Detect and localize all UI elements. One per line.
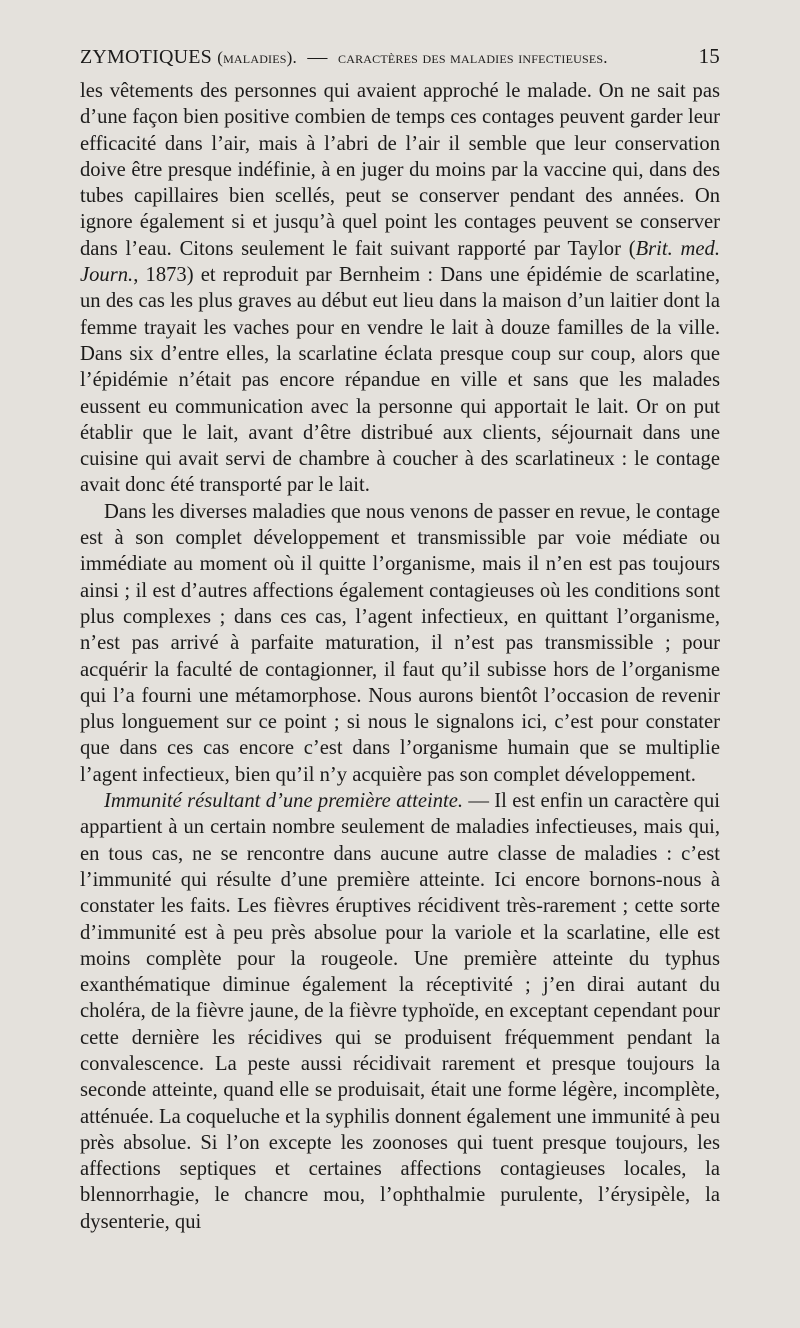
paragraph-1-text-after: , 1873) et reproduit par Bernheim : Dans une épidémie de scarlatine, un des cas les plus graves au début eut lieu dans la maison d’un laitier dont la femme trayait les vaches pour en vendre le lait à douze familles de la ville. Dans six d’entre elles, la scarlatine éclata presque coup sur coup, alors que l’épidémie n’était pas encore répandue en ville et sans que les malades eussent eu communication avec la personne qui apportait le lait. Or on put établir que le lait, avant d’être distribué aux clients, séjournait dans une cuisine qui avait servi de chambre à coucher à des scarlatineux : le contage avait donc été transporté par le lait. bbox=[80, 264, 720, 497]
section-heading-immunite: Immunité résultant d’une première atteinte. bbox=[104, 790, 464, 813]
paragraph-3-text: — Il est enfin un caractère qui appartient à un certain nombre seulement de maladies infectieuses, mais qui, en tous cas, ne se rencontre dans aucune autre classe de maladies : c’est l’immunité qui résulte d’une première atteinte. Ici encore bornons-nous à constater les faits. Les fièvres éruptives récidivent très-rarement ; cette sorte d’immunité est à peu près absolue pour la variole et la scarlatine, elle est moins complète pour la rougeole. Une première atteinte du typhus exanthématique diminue également la réceptivité ; j’en dirai autant du choléra, de la fièvre jaune, de la fièvre typhoïde, en exceptant cependant pour cette dernière les récidives qui se produisent fréquemment pendant la convalescence. La peste aussi récidivait rarement et presque toujours la seconde atteinte, quand elle se produisait, était une forme légère, incomplète, atténuée. La coqueluche et la syphilis donnent également une immunité à peu près absolue. Si l’on excepte les zoonoses qui tuent presque toujours, les affections septiques et certaines affections contagieuses locales, la blennorrhagie, le chancre mou, l’ophthalmie purulente, l’érysipèle, la dysenterie, qui bbox=[80, 790, 720, 1233]
page-number: 15 bbox=[698, 44, 720, 68]
paragraph-2 bbox=[80, 499, 720, 788]
header-title-main: ZYMOTIQUES bbox=[80, 46, 212, 68]
paragraph-1-text: les vêtements des personnes qui avaient approché le malade. On ne sait pas d’une façon bien positive combien de temps ces contages peuvent garder leur efficacité dans l’air, mais à l’abri de l’air il semble que leur conservation doive être presque indéfinie, à en juger du moins par la vaccine qui, dans des tubes capillaires bien scellés, peut se conserver pendant des années. On ignore également si et jusqu’à quel point les contages peuvent se conserver dans l’eau. Citons seulement le fait suivant rapporté par Taylor ( bbox=[80, 80, 720, 260]
body-text bbox=[80, 78, 720, 1235]
header-title-sub: (maladies). bbox=[217, 48, 297, 67]
header-section-title: caractères des maladies infectieuses. bbox=[338, 48, 608, 67]
header-separator: — bbox=[307, 46, 328, 68]
paragraph-3 bbox=[80, 788, 720, 1235]
paragraph-2-text: Dans les diverses maladies que nous venons de passer en revue, le contage est à son complet développement et transmissible par voie médiate ou immédiate au moment où il quitte l’organisme, mais il n’en est pas toujours ainsi ; il est d’autres affections également contagieuses où les conditions sont plus complexes ; dans ces cas, l’agent infectieux, en quittant l’organisme, n’est pas arrivé à parfaite maturation, il n’est pas transmissible ; pour acquérir la faculté de contagionner, il faut qu’il subisse hors de l’organisme qui l’a fourni une métamorphose. Nous aurons bientôt l’occasion de revenir plus longuement sur ce point ; si nous le signalons ici, c’est pour constater que dans ces cas encore c’est dans l’organisme humain que se multiplie l’agent infectieux, bien qu’il n’y acquière pas son complet développement. bbox=[80, 500, 720, 786]
running-header bbox=[80, 44, 720, 78]
running-title bbox=[80, 46, 608, 69]
paragraph-1 bbox=[80, 78, 720, 499]
citation-brit-med-journ: Brit. med. Journ. bbox=[80, 237, 720, 287]
